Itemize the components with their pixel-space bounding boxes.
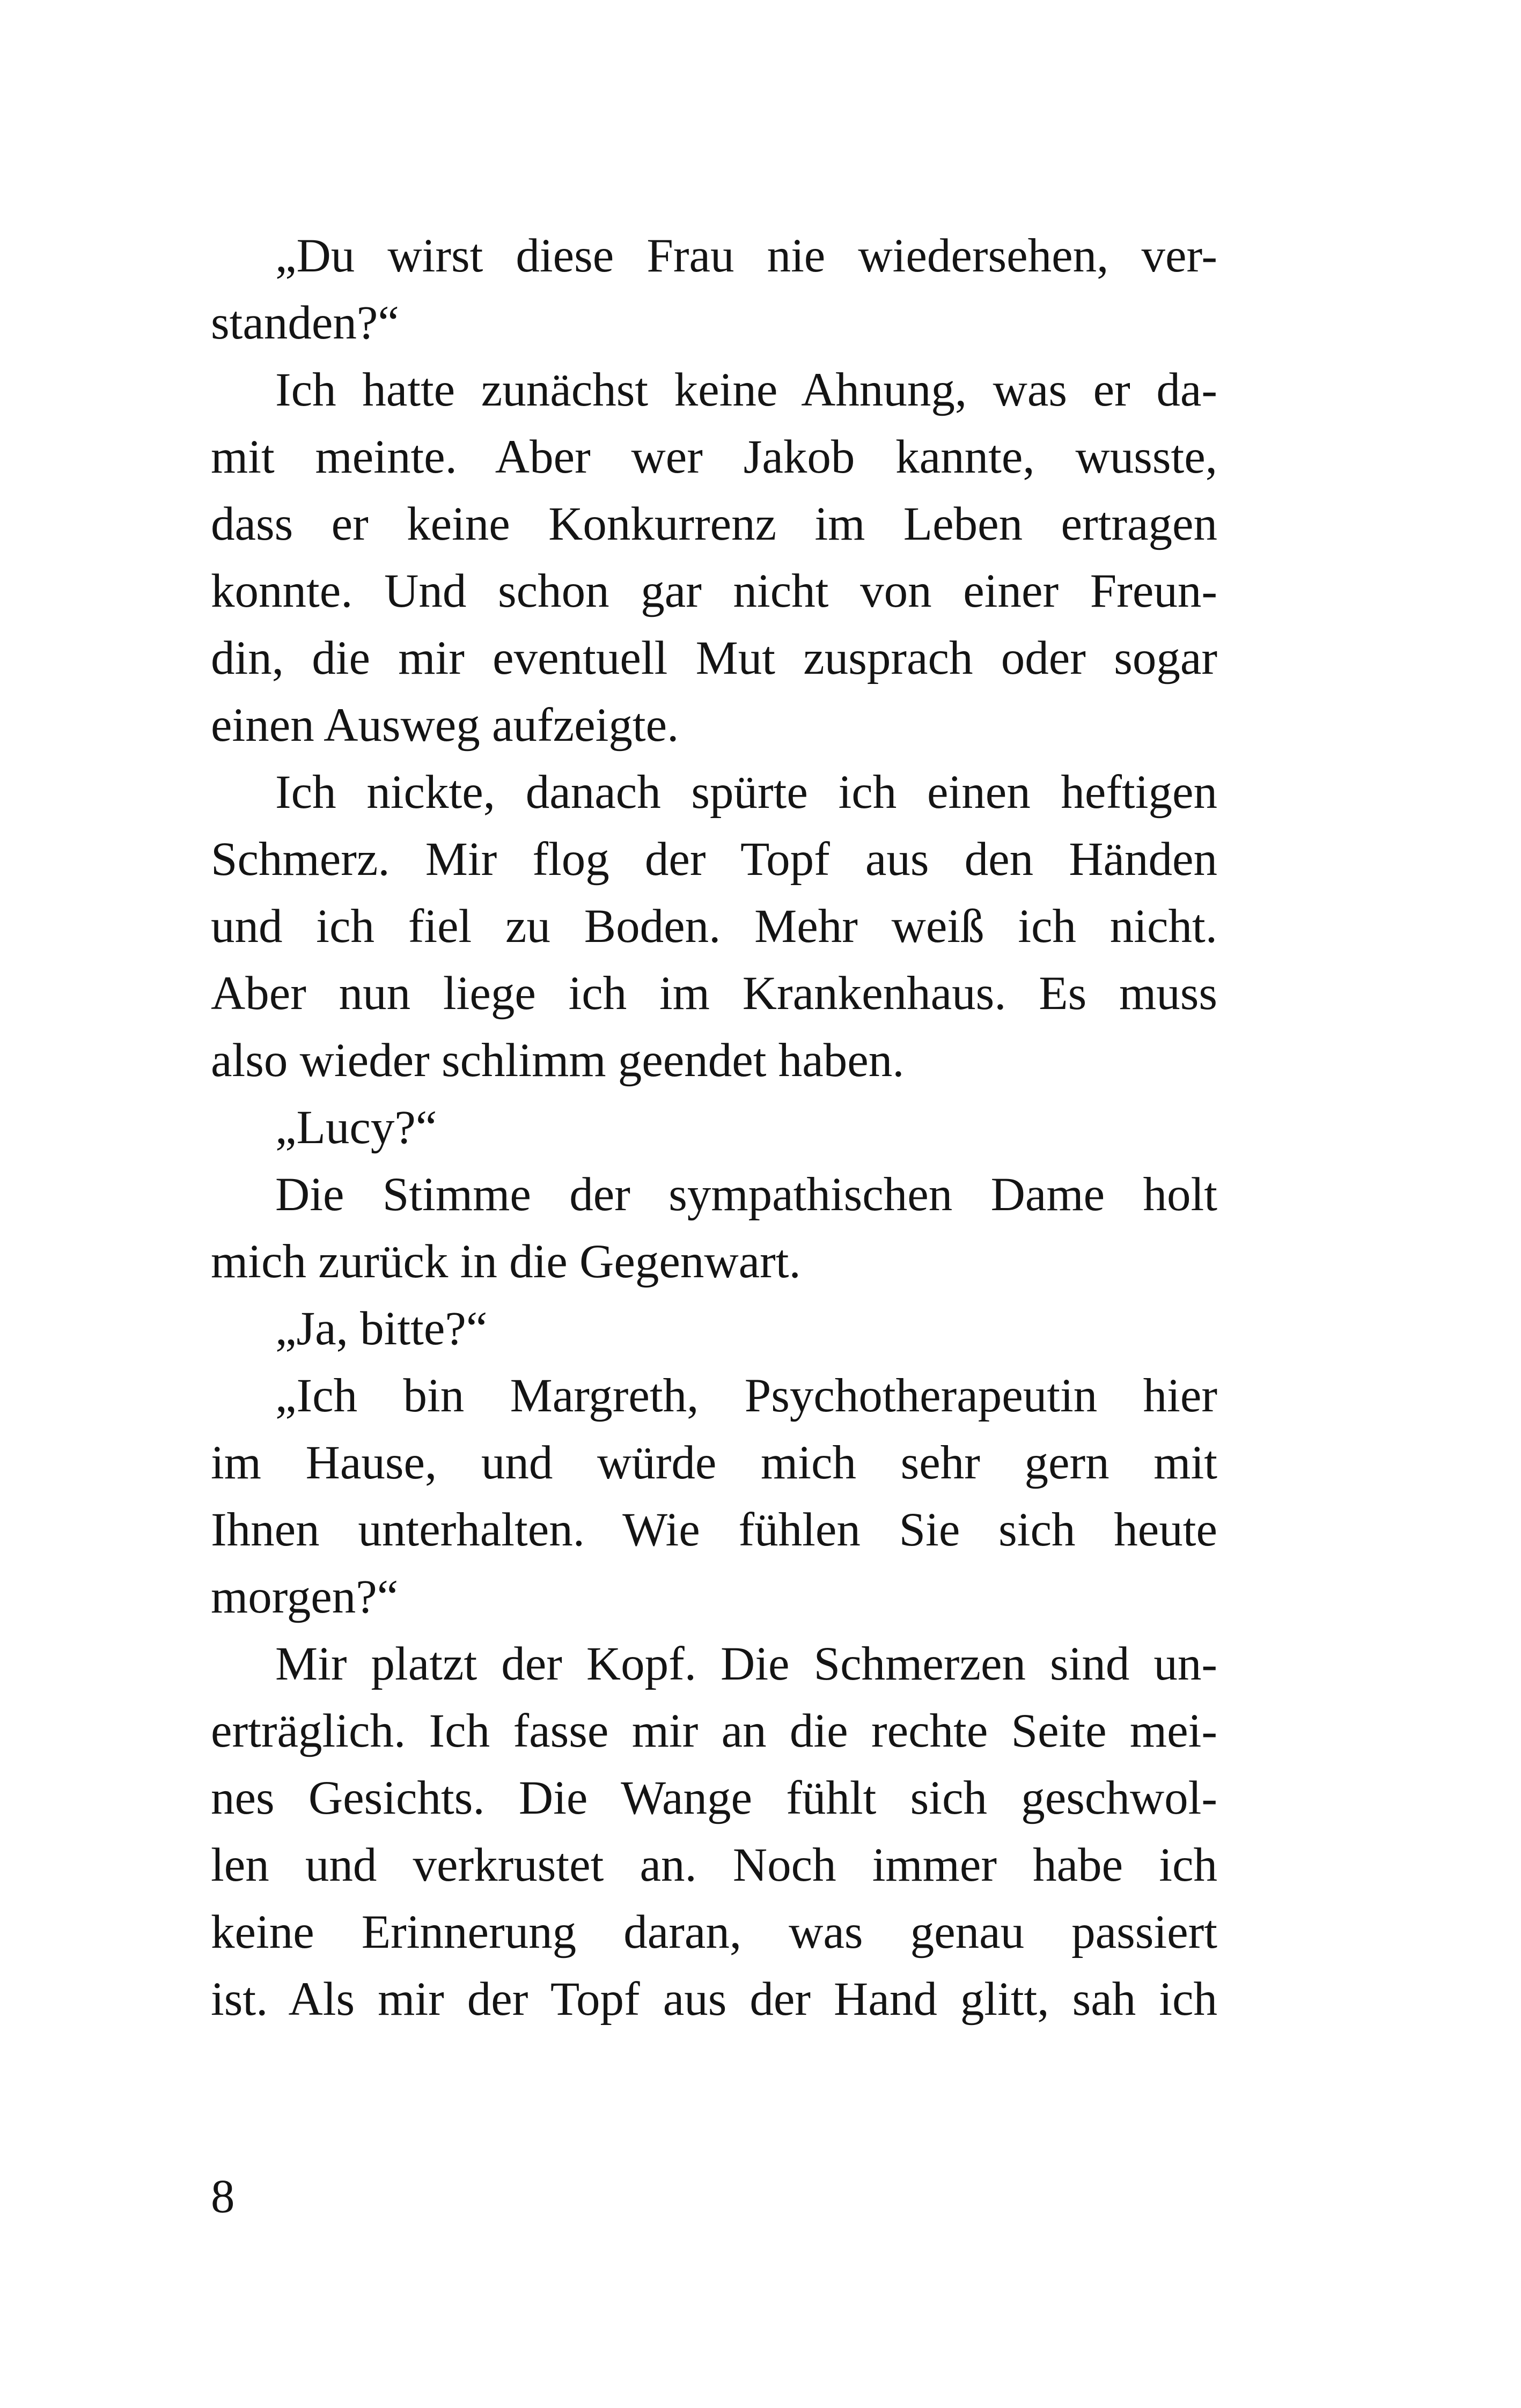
text-line: „Lucy?“	[275, 1101, 437, 1154]
text-line: Schmerz. Mir flog der Topf aus den Händen	[211, 833, 1217, 886]
text-line: konnte. Und schon gar nicht von einer Freun-	[211, 565, 1217, 617]
text-line: len und verkrustet an. Noch immer habe ich	[211, 1839, 1217, 1891]
text-line: Ihnen unterhalten. Wie fühlen Sie sich heute	[211, 1504, 1217, 1556]
text-line: „Ich bin Margreth, Psychotherapeutin hier	[275, 1369, 1217, 1422]
page-number: 8	[211, 2170, 235, 2223]
text-line: mich zurück in die Gegenwart.	[211, 1235, 801, 1288]
text-line: Mir platzt der Kopf. Die Schmerzen sind un-	[275, 1638, 1217, 1690]
text-line: standen?“	[211, 297, 399, 349]
text-line: „Ja, bitte?“	[275, 1302, 488, 1355]
text-line: keine Erinnerung daran, was genau passiert	[211, 1906, 1217, 1958]
text-line: und ich fiel zu Boden. Mehr weiß ich nicht.	[211, 900, 1217, 953]
text-line: also wieder schlimm geendet haben.	[211, 1034, 905, 1087]
text-line: erträglich. Ich fasse mir an die rechte Seite mei-	[211, 1705, 1217, 1757]
text-line: Ich hatte zunächst keine Ahnung, was er da-	[275, 364, 1217, 416]
text-line: ist. Als mir der Topf aus der Hand glitt, sah ich	[211, 1973, 1217, 2026]
text-line: einen Ausweg aufzeigte.	[211, 699, 679, 752]
text-line: „Du wirst diese Frau nie wiedersehen, ver-	[275, 230, 1217, 282]
text-line: nes Gesichts. Die Wange fühlt sich geschwol-	[211, 1772, 1217, 1824]
text-line: Die Stimme der sympathischen Dame holt	[275, 1168, 1217, 1221]
text-line: mit meinte. Aber wer Jakob kannte, wusste,	[211, 431, 1217, 483]
text-line: Ich nickte, danach spürte ich einen heftigen	[275, 766, 1217, 819]
text-line: im Hause, und würde mich sehr gern mit	[211, 1437, 1217, 1489]
text-line: morgen?“	[211, 1571, 399, 1623]
text-line: din, die mir eventuell Mut zusprach oder sogar	[211, 632, 1217, 684]
text-line: Aber nun liege ich im Krankenhaus. Es muss	[211, 967, 1217, 1020]
body-text	[211, 223, 1217, 2033]
text-line: dass er keine Konkurrenz im Leben ertragen	[211, 498, 1217, 550]
